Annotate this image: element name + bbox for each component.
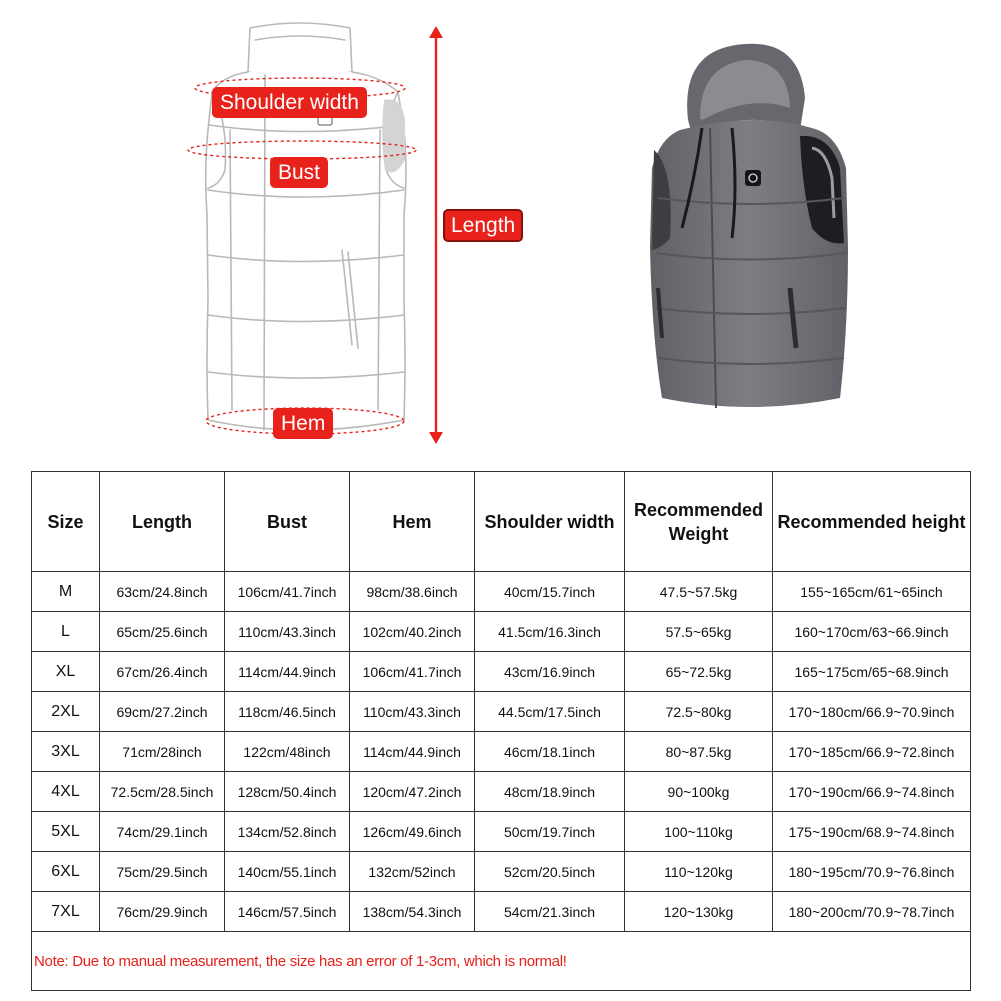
heating-button-icon — [745, 170, 761, 186]
cell-length: 75cm/29.5inch — [100, 852, 225, 892]
cell-hem: 110cm/43.3inch — [350, 692, 475, 732]
cell-recommended-height: 180~200cm/70.9~78.7inch — [773, 892, 971, 932]
header-recommended-height: Recommended height — [773, 472, 971, 572]
cell-recommended-weight: 120~130kg — [625, 892, 773, 932]
cell-bust: 140cm/55.1inch — [225, 852, 350, 892]
cell-size: L — [32, 612, 100, 652]
cell-size: 7XL — [32, 892, 100, 932]
cell-length: 69cm/27.2inch — [100, 692, 225, 732]
cell-shoulder-width: 41.5cm/16.3inch — [475, 612, 625, 652]
measurement-diagram — [0, 0, 1001, 465]
hem-label: Hem — [273, 408, 333, 439]
measurement-note: Note: Due to manual measurement, the size has an error of 1-3cm, which is normal! — [32, 932, 971, 991]
header-shoulder-width: Shoulder width — [475, 472, 625, 572]
cell-recommended-height: 170~190cm/66.9~74.8inch — [773, 772, 971, 812]
cell-hem: 98cm/38.6inch — [350, 572, 475, 612]
cell-recommended-height: 160~170cm/63~66.9inch — [773, 612, 971, 652]
cell-recommended-weight: 80~87.5kg — [625, 732, 773, 772]
cell-size: 5XL — [32, 812, 100, 852]
cell-shoulder-width: 44.5cm/17.5inch — [475, 692, 625, 732]
cell-recommended-weight: 100~110kg — [625, 812, 773, 852]
bust-label: Bust — [270, 157, 328, 188]
cell-hem: 106cm/41.7inch — [350, 652, 475, 692]
cell-shoulder-width: 52cm/20.5inch — [475, 852, 625, 892]
cell-recommended-height: 165~175cm/65~68.9inch — [773, 652, 971, 692]
table-body — [32, 572, 971, 932]
cell-length: 67cm/26.4inch — [100, 652, 225, 692]
table-row — [32, 732, 971, 772]
header-length: Length — [100, 472, 225, 572]
hooded-vest-photo — [640, 38, 880, 418]
table-row — [32, 612, 971, 652]
cell-bust: 106cm/41.7inch — [225, 572, 350, 612]
cell-size: XL — [32, 652, 100, 692]
length-label: Length — [443, 209, 523, 242]
cell-hem: 132cm/52inch — [350, 852, 475, 892]
cell-recommended-weight: 65~72.5kg — [625, 652, 773, 692]
cell-bust: 134cm/52.8inch — [225, 812, 350, 852]
header-bust: Bust — [225, 472, 350, 572]
cell-recommended-height: 155~165cm/61~65inch — [773, 572, 971, 612]
table-row — [32, 692, 971, 732]
cell-size: 6XL — [32, 852, 100, 892]
cell-length: 72.5cm/28.5inch — [100, 772, 225, 812]
table-row — [32, 892, 971, 932]
cell-hem: 102cm/40.2inch — [350, 612, 475, 652]
table-row — [32, 812, 971, 852]
cell-shoulder-width: 54cm/21.3inch — [475, 892, 625, 932]
cell-hem: 114cm/44.9inch — [350, 732, 475, 772]
table-header-row — [32, 472, 971, 572]
cell-bust: 114cm/44.9inch — [225, 652, 350, 692]
cell-shoulder-width: 43cm/16.9inch — [475, 652, 625, 692]
header-size: Size — [32, 472, 100, 572]
table-row — [32, 572, 971, 612]
header-hem: Hem — [350, 472, 475, 572]
cell-recommended-weight: 110~120kg — [625, 852, 773, 892]
cell-recommended-height: 175~190cm/68.9~74.8inch — [773, 812, 971, 852]
table-row — [32, 772, 971, 812]
cell-size: 3XL — [32, 732, 100, 772]
cell-recommended-weight: 90~100kg — [625, 772, 773, 812]
cell-bust: 146cm/57.5inch — [225, 892, 350, 932]
size-chart-table — [31, 471, 971, 991]
cell-hem: 126cm/49.6inch — [350, 812, 475, 852]
cell-recommended-height: 170~180cm/66.9~70.9inch — [773, 692, 971, 732]
cell-recommended-height: 170~185cm/66.9~72.8inch — [773, 732, 971, 772]
cell-shoulder-width: 48cm/18.9inch — [475, 772, 625, 812]
cell-recommended-weight: 57.5~65kg — [625, 612, 773, 652]
table-row — [32, 852, 971, 892]
cell-hem: 120cm/47.2inch — [350, 772, 475, 812]
cell-length: 63cm/24.8inch — [100, 572, 225, 612]
cell-bust: 122cm/48inch — [225, 732, 350, 772]
cell-size: 2XL — [32, 692, 100, 732]
cell-length: 76cm/29.9inch — [100, 892, 225, 932]
cell-shoulder-width: 46cm/18.1inch — [475, 732, 625, 772]
cell-recommended-weight: 47.5~57.5kg — [625, 572, 773, 612]
cell-recommended-weight: 72.5~80kg — [625, 692, 773, 732]
cell-size: 4XL — [32, 772, 100, 812]
shoulder-width-label: Shoulder width — [212, 87, 367, 118]
cell-bust: 110cm/43.3inch — [225, 612, 350, 652]
cell-shoulder-width: 50cm/19.7inch — [475, 812, 625, 852]
cell-bust: 118cm/46.5inch — [225, 692, 350, 732]
cell-size: M — [32, 572, 100, 612]
cell-hem: 138cm/54.3inch — [350, 892, 475, 932]
cell-length: 65cm/25.6inch — [100, 612, 225, 652]
note-row — [32, 932, 971, 991]
header-recommended-weight: Recommended Weight — [625, 472, 773, 572]
table-row — [32, 652, 971, 692]
cell-shoulder-width: 40cm/15.7inch — [475, 572, 625, 612]
cell-length: 74cm/29.1inch — [100, 812, 225, 852]
cell-length: 71cm/28inch — [100, 732, 225, 772]
cell-bust: 128cm/50.4inch — [225, 772, 350, 812]
cell-recommended-height: 180~195cm/70.9~76.8inch — [773, 852, 971, 892]
